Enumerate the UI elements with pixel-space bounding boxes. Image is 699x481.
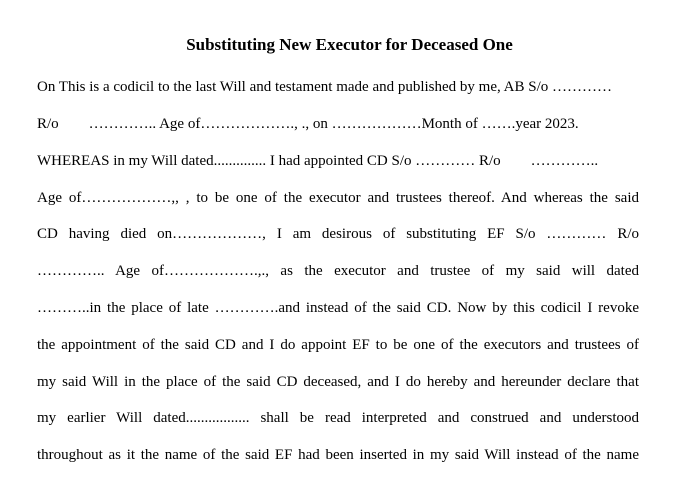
- paragraph-line: R/o ………….. Age of………………., ., on ………………Month of …….year 2023.: [37, 116, 579, 132]
- paragraph-line: ………….. Age of……………….,., as the executor and trustee of my said will dated: [37, 263, 639, 279]
- paragraph-line: Age of………………,, , to be one of the executor and trustees thereof. And whereas the said: [37, 190, 639, 206]
- paragraph-line: On This is a codicil to the last Will and testament made and published by me, AB S/o …………: [37, 79, 613, 95]
- paragraph-line: my earlier Will dated................. shall be read interpreted and construed and understood: [37, 410, 639, 426]
- paragraph-line: the appointment of the said CD and I do appoint EF to be one of the executors and trustees of: [37, 337, 639, 353]
- paragraph-line: throughout as it the name of the said EF had been inserted in my said Will instead of the name: [37, 447, 639, 463]
- paragraph-line: ………..in the place of late ………….and instead of the said CD. Now by this codicil I revoke: [37, 300, 639, 316]
- paragraph-line: CD having died on………………, I am desirous of substituting EF S/o ………… R/o: [37, 226, 639, 242]
- paragraph-line: WHEREAS in my Will dated.............. I had appointed CD S/o ………… R/o …………..: [37, 153, 599, 169]
- paragraph-line: my said Will in the place of the said CD deceased, and I do hereby and hereunder declare that: [37, 374, 639, 390]
- document-title: Substituting New Executor for Deceased One: [186, 35, 513, 54]
